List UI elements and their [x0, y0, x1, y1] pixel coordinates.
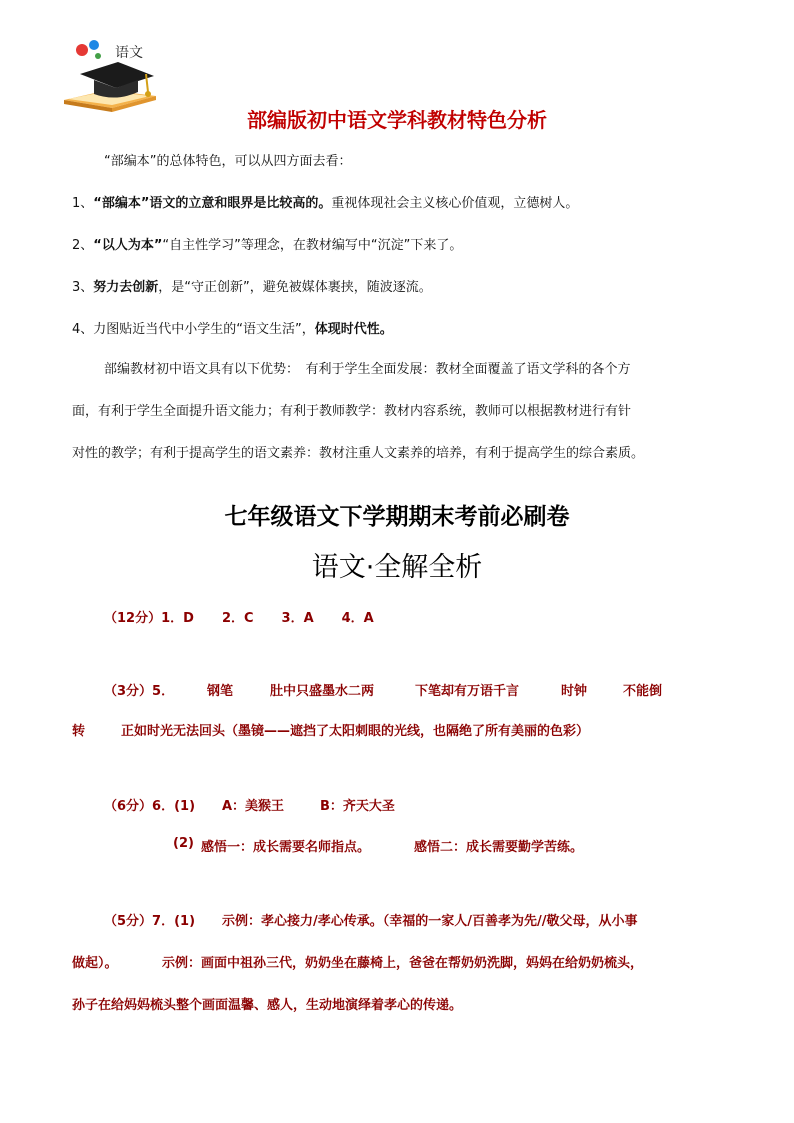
question-number: 6．(1) — [152, 799, 196, 814]
point-number: 2、 — [72, 238, 94, 253]
graduation-cap-book-icon — [60, 36, 160, 112]
point-text: 力图贴近当代中小学生的“语文生活”， — [93, 322, 315, 337]
score-label: （3分） — [104, 684, 153, 699]
point-bold: 体现时代性。 — [314, 322, 393, 337]
point-bold: “以人为本” — [93, 238, 163, 253]
answer-q5-line-1 — [104, 680, 174, 699]
advantages-line-2: 面，有利于学生全面提升语文能力；有利于教师教学：教材内容系统，教师可以根据教材进行有针 — [72, 404, 632, 419]
point-bold: “部编本”语文的立意和眼界是比较高的。 — [93, 196, 332, 211]
answer-item: 时钟 — [561, 684, 588, 699]
answer-item: 钢笔 — [207, 684, 234, 699]
exam-title: 七年级语文下学期期末考前必刷卷 — [224, 504, 570, 530]
point-text: 重视体现社会主义核心价值观，立德树人。 — [331, 196, 579, 211]
point-number: 1、 — [72, 196, 94, 211]
answer-item: 4．A — [341, 611, 374, 626]
answer-item: A：美猴王 — [222, 799, 285, 814]
point-text: “自主性学习”等理念，在教材编写中“沉淀”下来了。 — [162, 238, 463, 253]
sub-number: (2) — [173, 836, 194, 851]
answer-item: 不能倒 — [623, 684, 663, 699]
answer-q7-line-2a: 做起）。 — [72, 956, 118, 971]
page-title: 部编版初中语文学科教材特色分析 — [247, 108, 547, 132]
score-label: （6分） — [104, 799, 153, 814]
advantages-line-1: 部编教材初中语文具有以下优势： 有利于学生全面发展：教材全面覆盖了语文学科的各个方 — [104, 362, 631, 377]
point-number: 3、 — [72, 280, 94, 295]
point-bold: 努力去创新 — [93, 280, 159, 295]
point-4 — [72, 318, 393, 337]
advantages-line-3: 对性的教学；有利于提高学生的语文素养：教材注重人文素养的培养，有利于提高学生的综合素质。 — [72, 446, 645, 461]
exam-subtitle: 语文·全解全析 — [311, 552, 483, 583]
answer-item: 2．C — [221, 611, 254, 626]
answer-q7-line-2b: 示例：画面中祖孙三代，奶奶坐在藤椅上，爸爸在帮奶奶洗脚，妈妈在给奶奶梳头， — [162, 956, 644, 971]
question-number: 5． — [152, 684, 175, 699]
answer-item: 3．A — [281, 611, 314, 626]
answer-q7-line-3: 孙子在给妈妈梳头整个画面温馨、感人，生动地演绎着孝心的传递。 — [72, 998, 463, 1013]
point-2 — [72, 234, 462, 253]
answer-item: 感悟一：成长需要名师指点。 — [201, 840, 371, 855]
answer-item: 下笔却有万语千言 — [415, 684, 520, 699]
answer-q5-line-2a: 转 — [72, 724, 86, 739]
answer-q5-line-2b: 正如时光无法回头（墨镜——遮挡了太阳刺眼的光线，也隔绝了所有美丽的色彩） — [121, 724, 590, 739]
subject-logo — [60, 36, 160, 112]
question-number: 7．(1) — [152, 914, 196, 929]
intro-text: “部编本”的总体特色，可以从四方面去看： — [104, 154, 352, 169]
logo-label: 语文 — [115, 45, 143, 61]
point-text: ，是“守正创新”，避免被媒体裹挟，随波逐流。 — [158, 280, 432, 295]
point-1 — [72, 192, 578, 211]
answer-q7-line-1 — [104, 910, 195, 929]
answer-item: 1．D — [161, 611, 194, 626]
answer-q7-text: 示例：孝心接力/孝心传承。（幸福的一家人/百善孝为先//敬父母，从小事 — [222, 914, 638, 929]
point-3 — [72, 276, 432, 295]
answer-q1-4 — [104, 607, 374, 626]
score-label: （12分） — [104, 611, 162, 626]
answer-item: 感悟二：成长需要勤学苦练。 — [414, 840, 584, 855]
answer-item: 肚中只盛墨水二两 — [270, 684, 375, 699]
answer-q6-line-1 — [104, 795, 195, 814]
score-label: （5分） — [104, 914, 153, 929]
answer-item: B：齐天大圣 — [320, 799, 395, 814]
point-number: 4、 — [72, 322, 94, 337]
